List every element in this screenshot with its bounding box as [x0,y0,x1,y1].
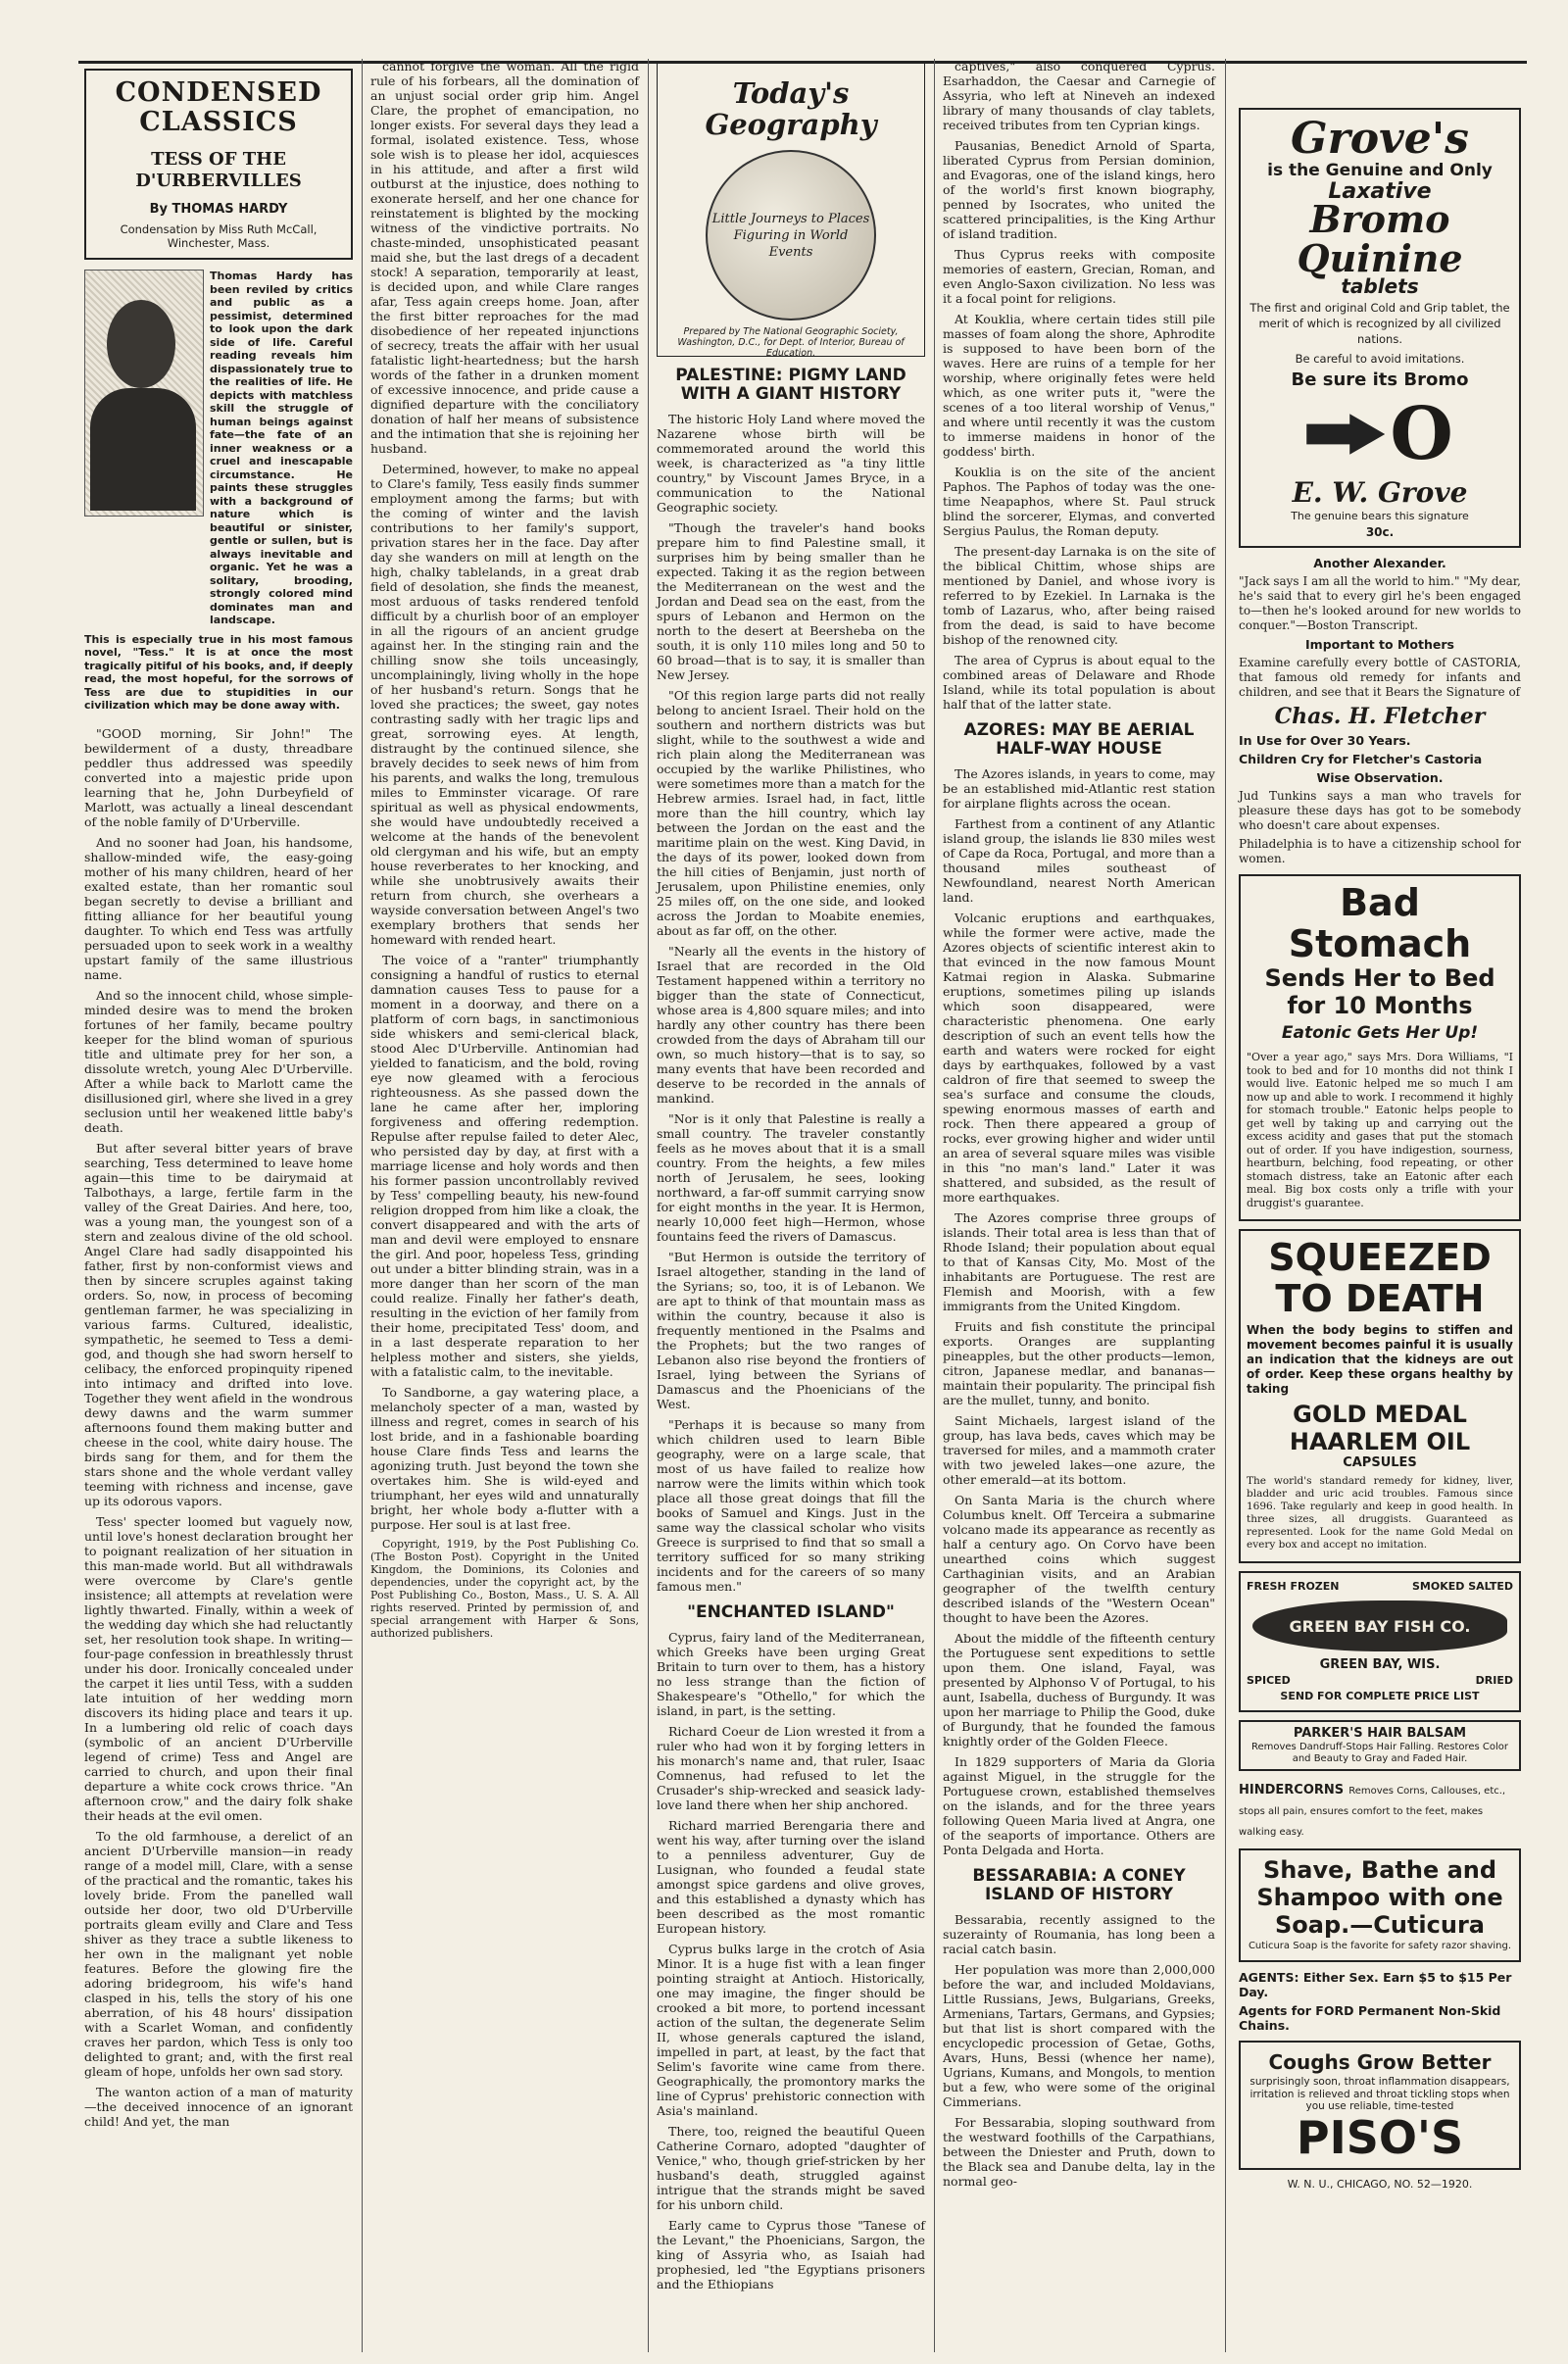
hindercorns-name: HINDERCORNS [1239,1783,1345,1798]
article-paragraph: Richard Coeur de Lion wrested it from a ruler who had won it by forging letters in his monarch's name and, that ruler, Isaac Comnenus, had refused to let the Crusader's ship-wrecked and seasick lady-love land there when her ship anchored. [657,1724,925,1812]
bad-stomach-sub2: for 10 Months [1287,992,1473,1019]
groves-tablets: tablets [1341,274,1419,298]
groves-line1: is the Genuine and Only [1267,161,1493,180]
enchanted-island-headline: "ENCHANTED ISLAND" [687,1602,895,1622]
article-paragraph: Farthest from a continent of any Atlantic island group, the islands lie 830 miles west of Cape da Roca, Portugal, and more than a thousand miles southeast of Newfoundland, nearest North American land. [943,816,1215,905]
green-bay-fish-ad [1239,1571,1521,1712]
article-paragraph: Pausanias, Benedict Arnold of Sparta, liberated Cyprus from Persian dominion, and Evagoras, one of the island kings, hero of the world's first known biography, penned by Isocrates, who united the scattered principalities, is the King Arthur of island tradition. [943,138,1215,241]
fish-send: SEND FOR COMPLETE PRICE LIST [1280,1690,1480,1702]
article-paragraph: Thus Cyprus reeks with composite memories of eastern, Grecian, Roman, and even Anglo-Saxon civilization. No less was it a focal point for religions. [943,247,1215,306]
pisos-name: PISO'S [1296,2110,1464,2164]
article-paragraph: "But Hermon is outside the territory of Israel altogether, standing in the land of the Syrians; so, too, it is of Lebanon. We are apt to think of that mountain mass as within the country, because it also is frequently mentioned in the Psalms and the Prophets; but the two ranges of Lebanon also rise beyond the frontiers of Israel, lying between the Syrians of Damascus and the Phoenicians of the West. [657,1250,925,1411]
agents-ad: AGENTS: Either Sex. Earn $5 to $15 Per Day. [1239,1970,1512,1999]
story-paragraph: The wanton action of a man of maturity—the deceived innocence of an ignorant child! And yet, the man [84,2084,353,2129]
article-paragraph: Cyprus, fairy land of the Mediterranean, which Greeks have been urging Great Britain to turn over to them, has a history no less strange than the fiction of Shakespeare's "Othello," for which the island, in part, is the setting. [657,1630,925,1718]
geography-tagline-1: Little Journeys to Places [711,211,870,226]
article-paragraph: Early came to Cyprus those "Tanese of the Levant," the Phoenicians, Sargon, the king of Assyria who, as Isaiah had prophesied, led "the Egyptians prisoners and the Ethiopians [657,2218,925,2291]
philadelphia-note: Philadelphia is to have a citizenship school for women. [1239,837,1521,865]
article-paragraph: The Azores islands, in years to come, may be an established mid-Atlantic rest station for airplane flights across the ocean. [943,766,1215,811]
fish-city: GREEN BAY, WIS. [1319,1657,1441,1672]
copyright-notice: Copyright, 1919, by the Post Publishing Co. (The Boston Post). Copyright in the United Kingdom, the Dominions, its Colonies and dependencies, under the copyright act, by the Post Publishing Co., Boston, Mass., U. S. A. All rights reserved. Printed by permission of, and special arrangement with Harper & Sons, authorized publishers. [370,1538,639,1640]
fish-bottom [1247,1673,1513,1689]
cuticura-note: Cuticura Soap is the favorite for safety razor shaving. [1248,1941,1512,1951]
story-paragraph: To Sandborne, a gay watering place, a melancholy specter of a man, wasted by illness and regret, comes in search of his lost bride, and in a fashionable boarding house Clare finds Tess and learns the agonizing truth. Just beyond the town she overtakes him. She is wild-eyed and triumphant, her eyes wild and unnaturally bright, her whole body a-flutter with a purpose. Her soul is at last free. [370,1385,639,1532]
castoria-head: Important to Mothers [1305,637,1454,652]
groves-description: The first and original Cold and Grip tablet, the merit of which is recognized by all civilized nations. [1250,301,1510,346]
bessarabia-headline: BESSARABIA: A CONEY ISLAND OF HISTORY [972,1866,1186,1904]
fish-icon [1252,1601,1507,1651]
cuticura-ad [1239,1848,1521,1962]
article-paragraph: For Bessarabia, sloping southward from the westward foothills of the Carpathians, between the Dniester and Pruth, down to the Black sea and Danube delta, lay in the normal geo- [943,2115,1215,2189]
story-paragraph: "GOOD morning, Sir John!" The bewilderment of a dusty, threadbare peddler thus addressed was speedily converted into a majestic pride upon learning that he, John Durbeyfield of Marlott, was actually a lineal descendant of the noble family of D'Urberville. [84,725,353,829]
capsules: CAPSULES [1343,1455,1417,1470]
tess-title: TESS OF THE D'URBERVILLES [135,149,302,191]
castoria-cry: Children Cry for Fletcher's Castoria [1239,752,1483,766]
fish-dried: DRIED [1475,1674,1513,1687]
squeezed-line2: TO DEATH [1275,1277,1485,1320]
squeezed-ad [1239,1229,1521,1563]
fish-smoked: SMOKED SALTED [1412,1580,1513,1593]
article-paragraph: "Perhaps it is because so many from which children used to learn Bible geography, were on a large scale, that most of us have failed to realize how narrow were the limits within which took place all those great doings that fill the books of Samuel and Kings. Just in the same way the classical scholar who visits Greece is surprised to find that so small a territory sufficed for so many striking incidents and for the careers of so many famous men." [657,1417,925,1594]
article-paragraph: Saint Michaels, largest island of the group, has lava beds, caves which may be traversed for miles, and a mammoth crater with two jeweled lakes—one azure, the other emerald—at its bottom. [943,1413,1215,1487]
azores-headline: AZORES: MAY BE AERIAL HALF-WAY HOUSE [963,720,1195,759]
article-paragraph: "Though the traveler's hand books prepare him to find Palestine small, it surprises him by being smaller than he expected. Taking it as the region between the Mediterranean on the west and the Jordan and Dead sea on the east, from the spurs of Lebanon and Hermon on the north to the desert at Beersheba on the south, it is only 110 miles long and 50 to 60 broad—that is to say, it is smaller than New Jersey. [657,520,925,682]
groves-quinine: Quinine [1297,236,1463,280]
parkers-name: PARKER'S HAIR BALSAM [1293,1726,1467,1741]
condensation-credit: Condensation by Miss Ruth McCall, Winchester, Mass. [120,222,318,250]
alexander-head: Another Alexander. [1313,556,1446,570]
article-paragraph: In 1829 supporters of Maria da Gloria against Miguel, in the struggle for the Portuguese crown, established themselves on the islands, and for the three years following Queen Maria lived at Angra, one of the seaports of importance. Others are Ponta Delgada and Horta. [943,1754,1215,1857]
parkers-desc: Removes Dandruff-Stops Hair Falling. Restores Color and Beauty to Gray and Faded Hair. [1250,1742,1509,1764]
fish-top [1247,1579,1513,1595]
geography-tagline-3: Events [768,244,813,260]
haarlem-oil: HAARLEM OIL [1289,1428,1471,1455]
groves-ad [1239,108,1521,548]
geography-tagline-2: Figuring in World [733,227,849,243]
story-paragraph: Determined, however, to make no appeal to Clare's family, Tess easily finds summer employment among the farms; but with the coming of winter and the lavish contributions to her family's support, privation stares her in the face. Day after day she wanders on mill at length on the high, chalky tablelands, in a great drab field of desolation, she finds the meanest, most arduous of tasks rendered tenfold difficult by a churlish boor of an employer in all the rigours of an ancient grudge against her. In the stinging rain and the chilling snow she toils unceasingly, uncomplainingly, living wholly in the hope of her husband's return. Songs that he loved she practices; the sweet, gay notes contrasting sadly with her tragic lips and great, sorrowing eyes. At length, distraught by the continued silence, she bravely decides to seek news of him from his parents, and walks the long, tremulous miles to Emminster vicarage. Of rare spiritual as well as physical endowments, she would have undoubtedly received a welcome at the hands of the benevolent old clergyman and his wife, but an empty house reverberates to her knocking, and while she unobtrusively awaits their return from church, she overhears a wayside conversation between Angel's two exemplary brothers that sends her homeward with rended heart. [370,462,639,947]
bad-stomach-title: Bad Stomach [1288,881,1472,965]
article-paragraph: The present-day Larnaka is on the site of the biblical Chittim, whose ships are mentioned by Daniel, and whose ivory is referred to by Ezekiel. In Larnaka is the tomb of Lazarus, who, after being raised from the dead, is said to have become bishop of the renowned city. [943,544,1215,647]
gold-medal: GOLD MEDAL [1293,1401,1467,1428]
article-paragraph: The Azores comprise three groups of islands. Their total area is less than that of Rhode Island; their population about equal to that of Kansas City, Mo. Most of the inhabitants are Portuguese. The rest are Flemish and Moorish, with a few immigrants from the United Kingdom. [943,1210,1215,1313]
story-paragraph: And so the innocent child, whose simple-minded desire was to mend the broken fortunes of her family, became poultry keeper for the blind woman of spurious title and ultimate prey for her son, a dissolute wretch, young Alec D'Urberville. After a while back to Marlott came the disillusioned girl, where she lived in a grey seclusion until her weakened little baby's death. [84,987,353,1135]
article-paragraph: The area of Cyprus is about equal to the combined areas of Delaware and Rhode Island, while its total population is about half that of the latter state. [943,653,1215,712]
fish-fresh: FRESH FROZEN [1247,1580,1340,1593]
cuticura-line3: Soap.—Cuticura [1274,1911,1485,1939]
column-2 [365,59,645,2352]
coughs-text: surprisingly soon, throat inflammation disappears, irritation is relieved and throat tickling stops when you use reliable, time-tested [1250,2076,1510,2112]
article-paragraph: At Kouklia, where certain tides still pile masses of foam along the shore, Aphrodite is supposed to have been born of the waves. Here are ruins of a temple for her worship, where originally fetes were held which, as one writer puts it, "were the scenes of a too literal worship of Venus," and where until recently it was the custom to immerse maidens in honor of the goddess' birth. [943,312,1215,459]
story-paragraph: The voice of a "ranter" triumphantly consigning a handful of rustics to eternal damnation causes Tess to pause for a moment in a doorway, and there on a platform of corn bags, in sanctimonious side whiskers and semi-clerical black, stood Alec D'Urberville. Antinomian had yielded to fanaticism, and the bold, roving eye now gleamed with a ferocious righteousness. As she passed down the lane he came after her, imploring forgiveness and offering redemption. Repulse after repulse failed to deter Alec, who persisted day by day, at first with a marriage license and holy words and then his former passion uncontrollably revived by Tess' compelling beauty, his new-found religion dropped from him like a cloak, the convert disappeared and with the arts of man and devil were employed to ensnare the girl. And poor, hopeless Tess, grinding out under a bitter blinding strain, was in a more danger than her scorn of the man could realize. Finally her father's death, resulting in the eviction of her family from their home, precipitated Tess' doom, and in a last desperate reparation to her helpless mother and sisters, she yields, with a fatalistic calm, to the inevitable. [370,953,639,1379]
bad-stomach-text: "Over a year ago," says Mrs. Dora Williams, "I took to bed and for 10 months did not think I would live. Eatonic helped me so much I am now up and able to work. I recommend it highly for stomach trouble." Eatonic helps people to get well by taking up and carrying out the excess acidity and gases that put the stomach out of order. If you have indigestion, sourness, heartburn, belching, food repeating, or other stomach distress, take an Eatonic after each meal. Big box costs only a trifle with your druggist's guarantee. [1247,1051,1513,1209]
column-5-ads [1233,59,1527,2352]
castoria-text: Examine carefully every bottle of CASTORIA, that famous old remedy for infants and children, and see that it Bears the Signature of [1239,656,1521,699]
article-paragraph: captives," also conquered Cyprus. Esarhaddon, the Caesar and Carnegie of Assyria, who left at Nineveh an indexed library of many thousands of clay tablets, received tributes from ten Cyprian kings. [943,59,1215,132]
article-paragraph: Cyprus bulks large in the crotch of Asia Minor. It is a huge fist with a lean finger pointing straight at Antioch. Historically, one may imagine, the finger should be crooked a bit more, to portend incessant action of the sultan, the degenerate Selim II, whose generals captured the island, impelled in part, at least, by the fact that Selim's favorite wine came from there. Geographically, the promontory marks the line of Cyprus' prehistoric connection with Asia's mainland. [657,1942,925,2118]
story-paragraph: But after several bitter years of brave searching, Tess determined to leave home again—this time to be dairymaid at Talbothays, a large, fertile farm in the valley of the Great Dairies. And here, too, was a young man, the youngest son of a stern and zealous divine of the old school. Angel Clare had sadly disappointed his father, first by non-conformist views and then by sincere scruples against taking orders. So, now, in process of becoming gentleman farmer, he was specializing in various farms. Cultured, idealistic, sympathetic, he seemed to Tess a demi-god, and though she had sworn herself to celibacy, the enforced propinquity ripened into intimacy and drifted into love. Together they went afield in the wondrous dewy dawns and the warm summer afternoons found them making butter and cheese in the cool, white dairy house. The birds sang for them, and for them the stars shone and the whole verdant valley teeming with richness and incense, gave up its odorous vapors. [84,1140,353,1508]
thomas-hardy-portrait [84,270,204,517]
tess-story [84,726,353,2129]
todays-geography-header [657,63,925,357]
cuticura-line2: Shampoo with one [1256,1884,1503,1911]
story-paragraph: To the old farmhouse, a derelict of an ancient D'Urberville mansion—in ready range of a model mill, Clare, with a sense of the practical and the romantic, takes his lovely bride. From the panelled wall outside her door, two old D'Urberville portraits gleam evilly and Clare and Tess shiver as they trace a subtle likeness to her own in the malignant yet noble features. Before the glowing fire the adoring bridegroom, his wife's hand clasped in his, tells the story of his one aberration, of his 48 hours' dissipation with a Scarlet Woman, and confidently craves her pardon, which Tess is only too delighted to grant; and, with the first real gleam of hope, unfolds her own sad story. [84,1828,353,2079]
groves-name: Grove's [1291,114,1469,164]
squeezed-line1: SQUEEZED [1268,1236,1492,1279]
cuticura-line1: Shave, Bathe and [1262,1856,1497,1884]
article-paragraph: There, too, reigned the beautiful Queen Catherine Cornaro, adopted "daughter of Venice," who, though grief-stricken by her husband's death, struggled against intrigue that the strands might be saved for his unborn child. [657,2124,925,2212]
geography-title: Today's Geography [705,76,877,141]
story-paragraph: And no sooner had Joan, his handsome, shallow-minded wife, the easy-going mother of his many children, heard of her exalted estate, than her romantic soul began secretly to devise a brilliant and fitting alliance for her beautiful young daughter. To which end Tess was artfully persuaded upon to seek work in a wealthy upstart family of the same illustrious name. [84,834,353,982]
coughs-head: Coughs Grow Better [1268,2050,1492,2074]
pisos-ad [1239,2041,1521,2170]
article-paragraph: "Nor is it only that Palestine is really a small country. The traveler constantly feels as he moves about that it is a small country. From the heights, a few miles north of Jerusalem, he sees, looking northward, a far-off summit carrying snow for eight months in the year. It is Hermon, nearly 10,000 feet high—Hermon, whose fountains feed the rivers of Damascus. [657,1111,925,1244]
geography-credit: Prepared by The National Geographic Society, Washington, D.C., for Dept. of Interior, Bureau of Education. [677,326,905,359]
column-rule [1225,59,1226,2352]
fish-spiced: SPICED [1247,1674,1291,1687]
column-rule [934,59,935,2352]
bad-stomach-tag: Eatonic Gets Her Up! [1281,1023,1479,1043]
author-byline: By THOMAS HARDY [149,202,288,217]
alexander-text: "Jack says I am all the world to him." "My dear, he's said that to every girl he's been engaged to—then he's looked around for new worlds to conquer."—Boston Transcript. [1239,574,1521,632]
groves-pointer [1247,392,1513,476]
story-paragraph: Tess' specter loomed but vaguely now, until love's honest declaration brought her to poignant realization of her situation in this man-made world. But all withdrawals were overcome by Clare's gentle insistence; all attempts at revelation were lightly thwarted. Finally, within a week of the wedding day which she had reluctantly set, her resolution took shape. In writing—four-page confession in breathlessly thrust under his door. Ironically concealed under the carpet it lies until Tess, with a sudden late intuition of her wedding morn discovers its hiding place and tears it up. In a lumbering old relic of coach days (symbolic of an ancient D'Urberville legend of crime) Tess and Angel are carried to church, and upon their final departure a white cock crows thrice. "An afternoon crow," and the dairy folk shake their heads at the evil omen. [84,1513,353,1823]
column-1 [78,59,359,2352]
castoria-use: In Use for Over 30 Years. [1239,733,1411,748]
page-footer: W. N. U., CHICAGO, NO. 52—1920. [1287,2177,1473,2191]
groves-sig-note: The genuine bears this signature [1291,510,1469,522]
squeezed-desc: The world's standard remedy for kidney, liver, bladder and uric acid troubles. Famous since 1696. Take regularly and keep in good health. In three sizes, all druggists. Guaranteed as represented. Look for the name Gold Medal on every box and accept no imitation. [1247,1475,1513,1551]
groves-big-o: O [1390,392,1453,476]
author-bio: Thomas Hardy has been reviled by critics and public as a pessimist, determined to look upon the dark side of life. Careful reading reveals him dispassionately true to the realities of life. He depicts with matchless skill the struggle of human beings against fate—the fate of an inner weakness or a cruel and inescapable circumstance. He paints these struggles with a background of nature which is beautiful or sinister, gentle or sullen, but is always inevitable and organic. Yet he was a solitary, brooding, strongly colored mind dominates man and landscape. [210,270,353,626]
groves-signature: E. W. Grove [1292,476,1468,509]
hindercorns-desc: Removes Corns, Callouses, etc., stops all pain, ensures comfort to the feet, makes walking easy. [1239,1786,1506,1838]
column-4 [937,59,1221,2352]
author-bio-2: This is especially true in his most famous novel, "Tess." It is at once the most tragically pitiful of his books, and, if deeply read, the most hopeful, for the sorrows of Tess are due to stupidities in our civilization which may be done away with. [84,632,353,712]
article-paragraph: The historic Holy Land where moved the Nazarene whose birth will be commemorated around the world this week, is characterized as "a tiny little country," by Viscount James Bryce, in a communication to the National Geographic society. [657,412,925,515]
author-intro [84,270,353,627]
article-paragraph: "Of this region large parts did not really belong to ancient Israel. Their hold on the southern and northern districts was but slight, while to the southwest a wide and rich plain along the Mediterranean was occupied by the warlike Philistines, who were sometimes more than a match for the Hebrew armies. Israel had, in fact, little more than the hill country, which lay between the Jordan on the east and the maritime plain on the west. King David, in the days of its power, looked down from the hill cities of Benjamin, just north of Jerusalem, upon Philistine enemies, only 25 miles off, on the one side, and looked across the Jordan to Moabite enemies, about as far off, on the other. [657,688,925,938]
article-paragraph: On Santa Maria is the church where Columbus knelt. Off Terceira a submarine volcano made its appearance as recently as half a century ago. On Corvo have been unearthed coins which suggest Carthaginian visits, and an Arabian geographer of the twelfth century described islands of the "Western Ocean" thought to have been the Azores. [943,1493,1215,1625]
article-paragraph: "Nearly all the events in the history of Israel that are recorded in the Old Testament happened within a territory no bigger than the state of Connecticut, whose area is 4,800 square miles; and into hardly any other country has there been crowded from the days of Abraham till our own, so much history—that is to say, so many events that have been recorded and deserve to be recorded in the annals of mankind. [657,944,925,1106]
agents-ad-2: Agents for FORD Permanent Non-Skid Chains. [1239,2003,1501,2033]
article-paragraph: Bessarabia, recently assigned to the suzerainty of Roumania, has long been a racial catch basin. [943,1912,1215,1956]
condensed-classics-header [84,69,353,260]
article-paragraph: Her population was more than 2,000,000 before the war, and included Moldavians, Little Russians, Jews, Bulgarians, Greeks, Armenians, Tartars, Germans, and Gypsies; but that list is short compared with the encyclopedic procession of Getae, Goths, Avars, Huns, Bessi (whence her name), Ugrians, Kumans, and Mongols, to mention but a few, who were some of the original Cimmerians. [943,1962,1215,2109]
castoria-signature: Chas. H. Fletcher [1274,704,1486,729]
parkers-ad [1239,1720,1521,1771]
bad-stomach-sub1: Sends Her to Bed [1264,964,1495,992]
fish-company: GREEN BAY FISH CO. [1289,1616,1471,1636]
article-paragraph: Volcanic eruptions and earthquakes, while the former were active, made the Azores objects of scientific interest akin to that evinced in the now famous Mount Katmai region in Alaska. Submarine eruptions, sometimes piling up islands which soon disappeared, were characteristic phenomena. One early description of such an event tells how the earth and waters were rocked for eight days by earthquakes, followed by a vast caldron of fire that seemed to sweep the sea's surface and consume the clouds, spewing enormous masses of earth and rock. Then there appeared a group of rocks, ever growing higher and wider until an area of several square miles was visible in this "no man's land." Later it was shattered, and subsided, as the result of more earthquakes. [943,911,1215,1205]
groves-bromo: Bromo [1309,197,1450,241]
groves-line2: Laxative [1328,179,1432,204]
article-paragraph: Richard married Berengaria there and went his way, after turning over the island to a penniless adventurer, Guy de Lusignan, who founded a feudal state amongst spice gardens and olive groves, and this established a dynasty which has been described as the most romantic European history. [657,1818,925,1936]
story-paragraph: cannot forgive the woman. All the rigid rule of his forbears, all the domination of an unjust social order grip him. Angel Clare, the prophet of emancipation, no longer exists. For several days they lead a formal, isolated existence. Tess, whose sole wish is to please her idol, acquiesces in his attitude, and after a first wild outburst at the injustice, does nothing to exonerate herself, and her one chance for reinstatement is blighted by the mocking witness of the vindictive portraits. No chaste-minded, unsophisticated peasant maid she, but the last dregs of a decadent stock! A separation, temporarily at least, is decided upon, and while Clare ranges afar, Tess again creeps home. Joan, after the first bitter reproaches for the mad disobedience of her repeated injunctions of secrecy, treats the affair with her usual fatalistic light-heartedness; but the harsh words of the father in a drunken moment of excessive innocence, and pride cause a dignified departure with the conciliatory donation of half her means of subsistence and the intimation that she is rejoining her husband. [370,59,639,456]
column-rule [362,59,363,2352]
pointing-hand-icon [1306,409,1385,460]
globe-icon [706,150,876,320]
groves-sure: Be sure its Bromo [1291,369,1469,390]
palestine-headline: PALESTINE: PIGMY LAND WITH A GIANT HISTORY [675,366,906,404]
column-3 [651,59,931,2352]
condensed-classics-title: CONDENSED CLASSICS [115,77,322,137]
article-paragraph: About the middle of the fifteenth century the Portuguese sent expeditions to settle upon them. One island, Fayal, was presented by Alphonso V of Portugal, to his aunt, Isabella, duchess of Burgundy. It was upon her marriage to Philip the Good, duke of Burgundy, that he founded the famous knightly order of the Golden Fleece. [943,1631,1215,1748]
wise-text: Jud Tunkins says a man who travels for pleasure these days has got to be somebody who doesn't care about expenses. [1239,789,1521,832]
groves-caution: Be careful to avoid imitations. [1295,352,1465,366]
hindercorns-ad [1239,1779,1521,1841]
article-paragraph: Kouklia is on the site of the ancient Paphos. The Paphos of today was the one-time Neapaphos, where St. Paul struck blind the sorcerer, Elymas, and converted Sergius Paulus, the Roman deputy. [943,465,1215,538]
wise-head: Wise Observation. [1316,770,1444,785]
bad-stomach-ad [1239,874,1521,1221]
squeezed-text: When the body begins to stiffen and movement becomes painful it is usually an indication that the kidneys are out of order. Keep these organs healthy by taking [1247,1323,1513,1396]
column-rule [648,59,649,2352]
article-paragraph: Fruits and fish constitute the principal exports. Oranges are supplanting pineapples, but the other products—lemon, citron, Japanese medlar, and bananas—maintain their popularity. The principal fish are the mullet, tunny, and bonito. [943,1319,1215,1407]
groves-price: 30c. [1365,525,1395,539]
